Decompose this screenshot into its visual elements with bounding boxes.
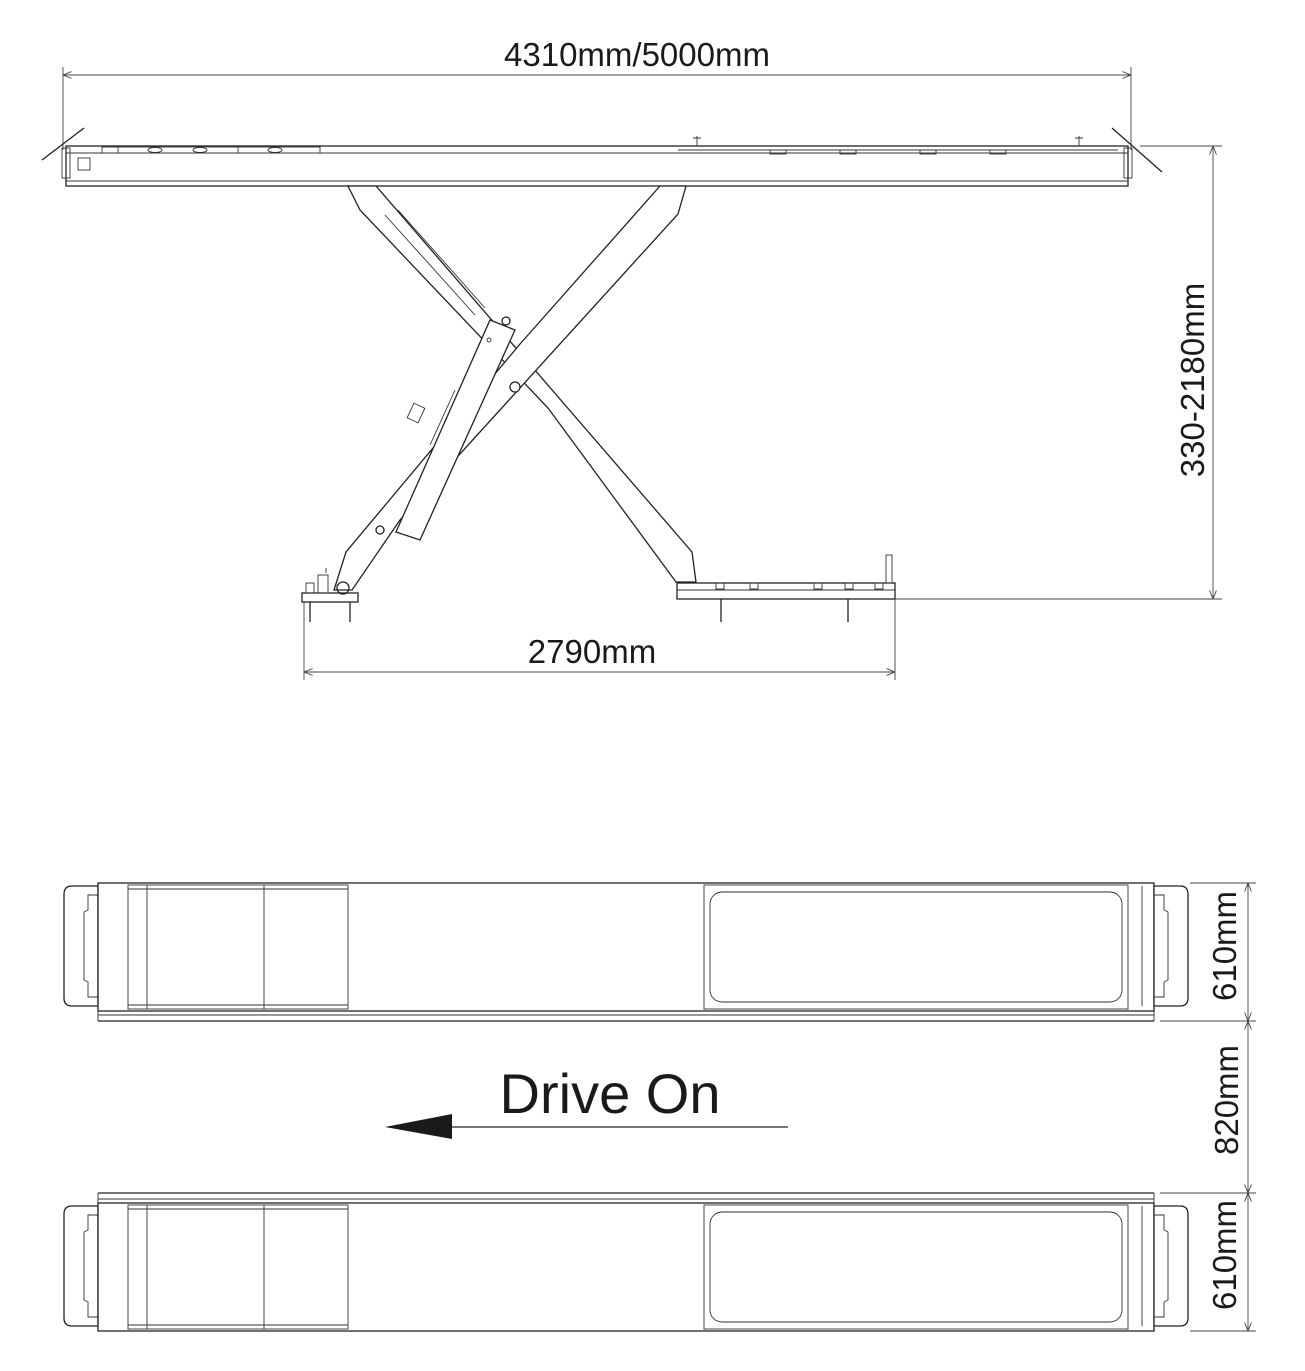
top-view [64, 883, 1256, 1331]
overall-length-label: 4310mm/5000mm [504, 36, 770, 73]
upper-runway [64, 883, 1188, 1021]
platform-deck [42, 128, 1162, 186]
lift-height-dimension [895, 146, 1222, 599]
upper-runway-width-label: 610mm [1206, 890, 1243, 1002]
base-length-label: 2790mm [527, 633, 657, 670]
runway-gap-label: 820mm [1208, 1044, 1245, 1156]
overall-length-dimension [63, 36, 1131, 150]
drive-direction-arrow [385, 1062, 788, 1139]
right-base [677, 555, 895, 622]
lower-runway [64, 1193, 1188, 1331]
lower-runway-width-label: 610mm [1206, 1199, 1243, 1311]
base-length-dimension [304, 599, 895, 680]
side-view [42, 36, 1222, 680]
center-pivot [510, 382, 520, 392]
lift-height-label: 330-2180mm [1174, 282, 1211, 478]
drive-on-label: Drive On [499, 1062, 721, 1125]
